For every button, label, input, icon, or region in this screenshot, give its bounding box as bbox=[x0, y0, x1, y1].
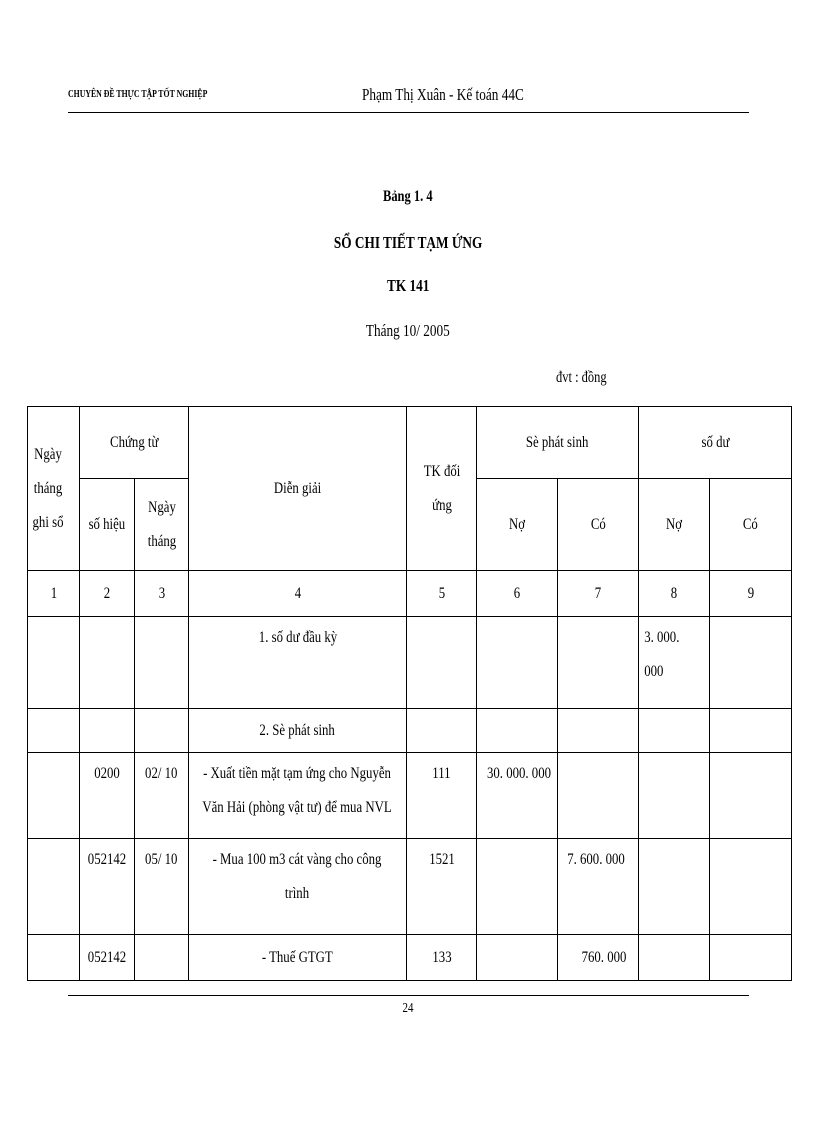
period: Tháng 10/ 2005 bbox=[366, 321, 450, 340]
column-number: 9 bbox=[710, 571, 792, 617]
header-balance-debit: Nợ bbox=[639, 479, 710, 571]
cell-description: 2. Sè phát sinh bbox=[189, 709, 407, 753]
cell-voucher-date bbox=[135, 617, 189, 709]
column-number-row bbox=[28, 571, 792, 617]
cell-balance-debit bbox=[639, 935, 710, 981]
header-voucher-no: số hiệu bbox=[80, 479, 135, 571]
cell-contra-account: 1521 bbox=[407, 839, 477, 935]
cell-balance-debit: 3. 000. 000 bbox=[639, 617, 710, 709]
cell-balance-credit bbox=[710, 935, 792, 981]
column-number: 2 bbox=[80, 571, 135, 617]
table-row bbox=[28, 839, 792, 935]
table-row bbox=[28, 617, 792, 709]
header-voucher: Chứng từ bbox=[80, 407, 189, 479]
column-number: 5 bbox=[407, 571, 477, 617]
column-number: 4 bbox=[189, 571, 407, 617]
header-date-recorded: Ngày tháng ghi sổ bbox=[28, 407, 80, 571]
header-credit: Có bbox=[558, 479, 639, 571]
cell-voucher-date: 05/ 10 bbox=[135, 839, 189, 935]
column-number: 6 bbox=[477, 571, 558, 617]
cell-credit: 7. 600. 000 bbox=[558, 839, 639, 935]
cell-debit bbox=[477, 617, 558, 709]
header-author: Phạm Thị Xuân - Kế toán 44C bbox=[362, 85, 524, 104]
cell-description: 1. số dư đầu kỳ bbox=[189, 617, 407, 709]
cell-voucher-no: 052142 bbox=[80, 935, 135, 981]
cell-credit bbox=[558, 709, 639, 753]
cell-date bbox=[28, 753, 80, 839]
cell-contra-account bbox=[407, 709, 477, 753]
cell-balance-debit bbox=[639, 839, 710, 935]
header-balance: số dư bbox=[639, 407, 792, 479]
cell-voucher-no bbox=[80, 617, 135, 709]
cell-contra-account: 111 bbox=[407, 753, 477, 839]
column-number: 1 bbox=[28, 571, 80, 617]
cell-voucher-no bbox=[80, 709, 135, 753]
header-divider bbox=[68, 112, 749, 113]
cell-debit bbox=[477, 709, 558, 753]
column-number: 7 bbox=[558, 571, 639, 617]
column-number: 8 bbox=[639, 571, 710, 617]
cell-balance-debit bbox=[639, 709, 710, 753]
cell-contra-account bbox=[407, 617, 477, 709]
table-row bbox=[28, 709, 792, 753]
ledger-title: SỔ CHI TIẾT TẠM ỨNG bbox=[333, 233, 483, 252]
cell-credit: 760. 000 bbox=[558, 935, 639, 981]
table-row bbox=[28, 935, 792, 981]
page-number: 24 bbox=[402, 1001, 414, 1016]
table-number: Bảng 1. 4 bbox=[383, 188, 433, 205]
header-balance-credit: Có bbox=[710, 479, 792, 571]
cell-balance-debit bbox=[639, 753, 710, 839]
cell-balance-credit bbox=[710, 709, 792, 753]
column-number: 3 bbox=[135, 571, 189, 617]
header-voucher-date: Ngày tháng bbox=[135, 479, 189, 571]
footer-divider bbox=[68, 995, 749, 996]
cell-balance-credit bbox=[710, 753, 792, 839]
header-description: Diễn giải bbox=[189, 407, 407, 571]
ledger-table bbox=[27, 406, 792, 981]
cell-date bbox=[28, 935, 80, 981]
header-arising: Sè phát sinh bbox=[477, 407, 639, 479]
account-code: TK 141 bbox=[386, 276, 430, 295]
cell-voucher-date bbox=[135, 935, 189, 981]
header-document-type: CHUYÊN ĐỀ THỰC TẬP TỐT NGHIỆP bbox=[68, 89, 208, 100]
cell-debit bbox=[477, 935, 558, 981]
cell-debit bbox=[477, 839, 558, 935]
cell-date bbox=[28, 839, 80, 935]
currency-unit: đvt : đồng bbox=[556, 369, 607, 386]
cell-balance-credit bbox=[710, 617, 792, 709]
cell-credit bbox=[558, 753, 639, 839]
cell-voucher-date: 02/ 10 bbox=[135, 753, 189, 839]
cell-credit bbox=[558, 617, 639, 709]
cell-description: - Mua 100 m3 cát vàng cho công trình bbox=[189, 839, 407, 935]
cell-voucher-no: 052142 bbox=[80, 839, 135, 935]
cell-description: - Thuế GTGT bbox=[189, 935, 407, 981]
header-contra-account: TK đối ứng bbox=[407, 407, 477, 571]
cell-date bbox=[28, 617, 80, 709]
cell-contra-account: 133 bbox=[407, 935, 477, 981]
cell-description: - Xuất tiền mặt tạm ứng cho Nguyễn Văn Hải (phòng vật tư) để mua NVL bbox=[189, 753, 407, 839]
cell-balance-credit bbox=[710, 839, 792, 935]
cell-voucher-date bbox=[135, 709, 189, 753]
cell-debit: 30. 000. 000 bbox=[477, 753, 558, 839]
table-row bbox=[28, 753, 792, 839]
header-debit: Nợ bbox=[477, 479, 558, 571]
cell-voucher-no: 0200 bbox=[80, 753, 135, 839]
cell-date bbox=[28, 709, 80, 753]
